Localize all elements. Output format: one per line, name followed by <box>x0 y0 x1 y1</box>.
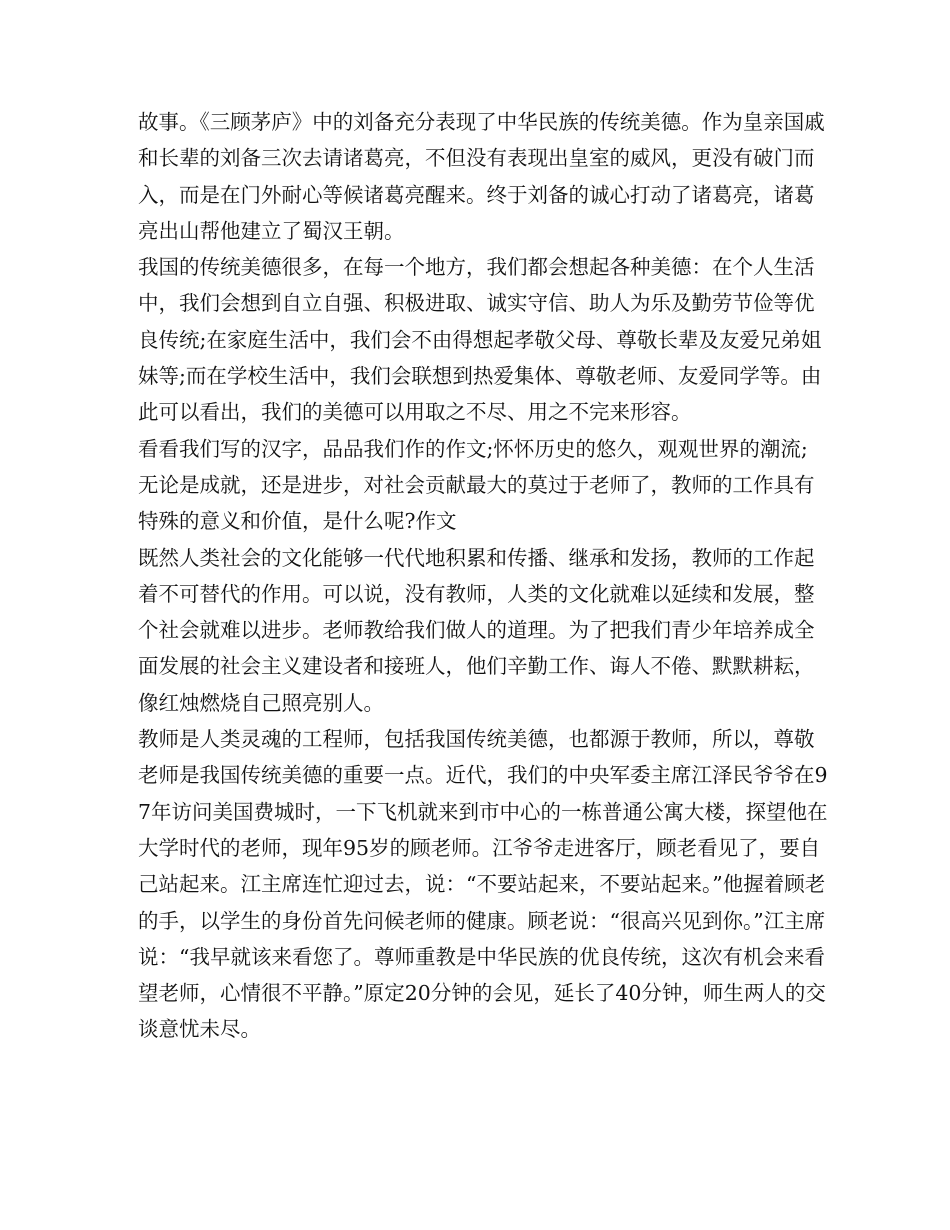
paragraph-respect-teachers-story: 教师是人类灵魂的工程师，包括我国传统美德，也都源于教师，所以，尊敬老师是我国传统美德的重要一点。近代，我们的中央军委主席江泽民爷爷在97年访问美国费城时，一下飞机就来到市中心的一栋普通公寓大楼，探望他在大学时代的老师，现年95岁的顾老师。江爷爷走进客厅，顾老看见了，要自己站起来。江主席连忙迎过去，说：“不要站起来，不要站起来。”他握着顾老的手，以学生的身份首先问候老师的健康。顾老说：“很高兴见到你。”江主席说：“我早就该来看您了。尊师重教是中华民族的优良传统，这次有机会来看望老师，心情很不平静。”原定20分钟的会见，延长了40分钟，师生两人的交谈意忧未尽。 <box>138 727 828 1042</box>
document-body <box>138 104 828 1048</box>
paragraph-teacher-contribution: 看看我们写的汉字，品品我们作的作文;怀怀历史的悠久，观观世界的潮流;无论是成就，还是进步，对社会贡献最大的莫过于老师了，教师的工作具有特殊的意义和价值，是什么呢?作文 <box>138 436 815 534</box>
paragraph-traditional-virtues: 我国的传统美德很多，在每一个地方，我们都会想起各种美德：在个人生活中，我们会想到自立自强、积极进取、诚实守信、助人为乐及勤劳节俭等优良传统;在家庭生活中，我们会不由得想起孝敬父母、尊敬长辈及友爱兄弟姐妹等;而在学校生活中，我们会联想到热爱集体、尊敬老师、友爱同学等。由此可以看出，我们的美德可以用取之不尽、用之不完来形容。 <box>138 255 822 425</box>
paragraph-story-conclusion: 故事。《三顾茅庐》中的刘备充分表现了中华民族的传统美德。作为皇亲国戚和长辈的刘备三次去请诸葛亮，不但没有表现出皇室的威风，更没有破门而入，而是在门外耐心等候诸葛亮醒来。终于刘备的诚心打动了诸葛亮，诸葛亮出山帮他建立了蜀汉王朝。 <box>138 110 825 243</box>
paragraph-teacher-role: 既然人类社会的文化能够一代代地积累和传播、继承和发扬，教师的工作起着不可替代的作用。可以说，没有教师，人类的文化就难以延续和发展，整个社会就难以进步。老师教给我们做人的道理。为了把我们青少年培养成全面发展的社会主义建设者和接班人，他们辛勤工作、诲人不倦、默默耕耘，像红烛燃烧自己照亮别人。 <box>138 545 815 715</box>
